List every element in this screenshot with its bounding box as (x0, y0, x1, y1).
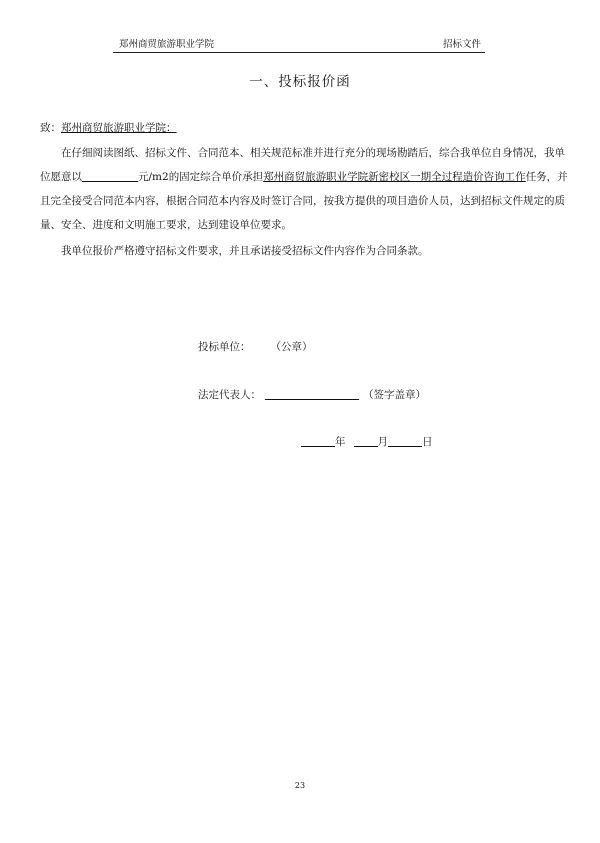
legal-rep-signature-blank (265, 387, 359, 400)
bidder-label: 投标单位： (198, 341, 251, 353)
header-institution: 郑州商贸旅游职业学院 (119, 39, 215, 50)
year-blank (301, 434, 335, 447)
price-blank (82, 169, 138, 182)
addressee-line (40, 121, 177, 135)
month-label: 月 (377, 436, 388, 448)
offer-text-part1: 在仔细阅读图纸、招标文件、合同范本、相关规范标准并进行充分的现场勘踏后，综合我单位自身情况，我单位愿意以 (40, 147, 565, 183)
legal-rep-label: 法定代表人： (198, 389, 261, 401)
page-header (113, 38, 485, 53)
day-blank (388, 434, 422, 447)
bidder-seal-note: （公章） (270, 341, 313, 353)
offer-text-part3: 任务，并且完全接受合同范本内容，根据合同范本内容及时签订合同，按我方提供的项目造价人员，达到招标文件规定的质量、安全、进度和文明施工要求，达到建设单位要求。 (40, 171, 568, 231)
legal-rep-line (198, 387, 426, 402)
project-name: 郑州商贸旅游职业学院新密校区一期全过程造价咨询工作 (263, 171, 526, 183)
date-line (301, 434, 433, 449)
month-blank (354, 434, 378, 447)
legal-rep-note: （签字盖章） (363, 389, 426, 401)
page-title: 一、投标报价函 (249, 74, 351, 90)
offer-text-part2: 的固定综合单价承担 (168, 171, 264, 183)
price-unit: 元/m2 (138, 171, 169, 183)
offer-paragraph (40, 141, 568, 237)
addressee-org: 郑州商贸旅游职业学院： (61, 122, 177, 134)
addressee-prefix: 致： (40, 122, 61, 134)
page-number: 23 (294, 781, 306, 790)
header-doc-type: 招标文件 (442, 39, 481, 50)
day-label: 日 (422, 436, 433, 448)
bidder-seal-line (198, 340, 313, 354)
commitment-paragraph (40, 239, 568, 263)
year-label: 年 (335, 436, 346, 448)
commitment-text: 我单位报价严格遵守招标文件要求，并且承诺接受招标文件内容作为合同条款。 (61, 245, 429, 257)
